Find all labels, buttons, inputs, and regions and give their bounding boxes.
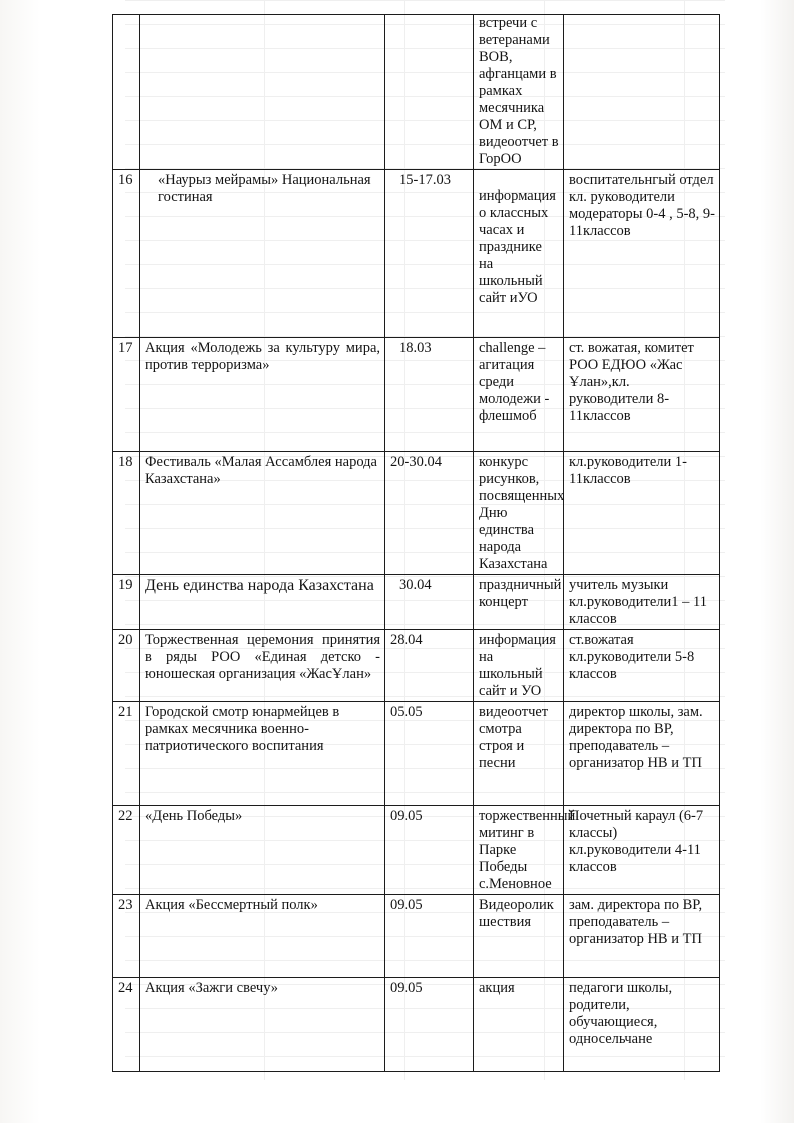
event-name — [140, 15, 385, 170]
table-row — [113, 15, 720, 170]
event-name: День единства народа Казахстана — [140, 575, 385, 630]
table-row — [113, 630, 720, 702]
table-row — [113, 895, 720, 978]
event-name: Акция «Молодежь за культуру мира, против терроризма» — [140, 338, 385, 452]
event-form: торжественный митинг в Парке Победы с.Меновное — [474, 806, 564, 895]
event-date: 18.03 — [385, 338, 474, 452]
row-number: 22 — [113, 806, 140, 895]
row-number: 21 — [113, 702, 140, 806]
event-form: информация на школьный сайт и УО — [474, 630, 564, 702]
event-name: Акция «Зажги свечу» — [140, 978, 385, 1072]
table-row — [113, 806, 720, 895]
event-responsible: кл.руководители 1-11классов — [564, 452, 720, 575]
event-date: 30.04 — [385, 575, 474, 630]
table-row — [113, 978, 720, 1072]
event-form: видеоотчет смотра строя и песни — [474, 702, 564, 806]
event-date: 20-30.04 — [385, 452, 474, 575]
event-date: 09.05 — [385, 978, 474, 1072]
table-row — [113, 702, 720, 806]
row-number: 16 — [113, 170, 140, 338]
event-responsible: Почетный караул (6-7 классы) кл.руководители 4-11 классов — [564, 806, 720, 895]
event-name: «Наурыз мейрамы» Национальная гостиная — [140, 170, 385, 338]
table-row — [113, 338, 720, 452]
event-form: информация о классных часах и празднике на школьный сайт иУО — [474, 170, 564, 338]
event-date: 15-17.03 — [385, 170, 474, 338]
event-date: 05.05 — [385, 702, 474, 806]
event-name: Торжественная церемония принятия в ряды РОО «Единая детско - юношеская организация «ЖасҰлан» — [140, 630, 385, 702]
event-responsible — [564, 15, 720, 170]
event-date: 09.05 — [385, 895, 474, 978]
row-number: 23 — [113, 895, 140, 978]
event-name: Фестиваль «Малая Ассамблея народа Казахстана» — [140, 452, 385, 575]
row-number: 20 — [113, 630, 140, 702]
event-responsible: зам. директора по ВР, преподаватель – организатор НВ и ТП — [564, 895, 720, 978]
event-responsible: ст. вожатая, комитет РОО ЕДЮО «Жас Ұлан»,кл. руководители 8-11классов — [564, 338, 720, 452]
table-row — [113, 170, 720, 338]
row-number — [113, 15, 140, 170]
event-name: Городской смотр юнармейцев в рамках месячника военно-патриотического воспитания — [140, 702, 385, 806]
row-number: 24 — [113, 978, 140, 1072]
event-name: «День Победы» — [140, 806, 385, 895]
event-date: 09.05 — [385, 806, 474, 895]
event-responsible: ст.вожатая кл.руководители 5-8 классов — [564, 630, 720, 702]
event-form: встречи с ветеранами ВОВ, афганцами в рамках месячника ОМ и СР, видеоотчет в ГорОО — [474, 15, 564, 170]
event-responsible: педагоги школы, родители, обучающиеся, односельчане — [564, 978, 720, 1072]
event-form: Видеоролик шествия — [474, 895, 564, 978]
event-responsible: учитель музыки кл.руководители1 – 11 классов — [564, 575, 720, 630]
row-number: 19 — [113, 575, 140, 630]
row-number: 18 — [113, 452, 140, 575]
event-date — [385, 15, 474, 170]
event-date: 28.04 — [385, 630, 474, 702]
events-plan-table — [112, 14, 720, 1072]
table-row — [113, 452, 720, 575]
table-row — [113, 575, 720, 630]
event-responsible: директор школы, зам. директора по ВР, преподаватель – организатор НВ и ТП — [564, 702, 720, 806]
event-form: акция — [474, 978, 564, 1072]
event-form: конкурс рисунков, посвященных Дню единства народа Казахстана — [474, 452, 564, 575]
event-form: challenge – агитация среди молодежи - флешмоб — [474, 338, 564, 452]
event-responsible: воспитательнгый отдел кл. руководители модераторы 0-4 , 5-8, 9-11классов — [564, 170, 720, 338]
event-form: праздничный концерт — [474, 575, 564, 630]
row-number: 17 — [113, 338, 140, 452]
event-name: Акция «Бессмертный полк» — [140, 895, 385, 978]
